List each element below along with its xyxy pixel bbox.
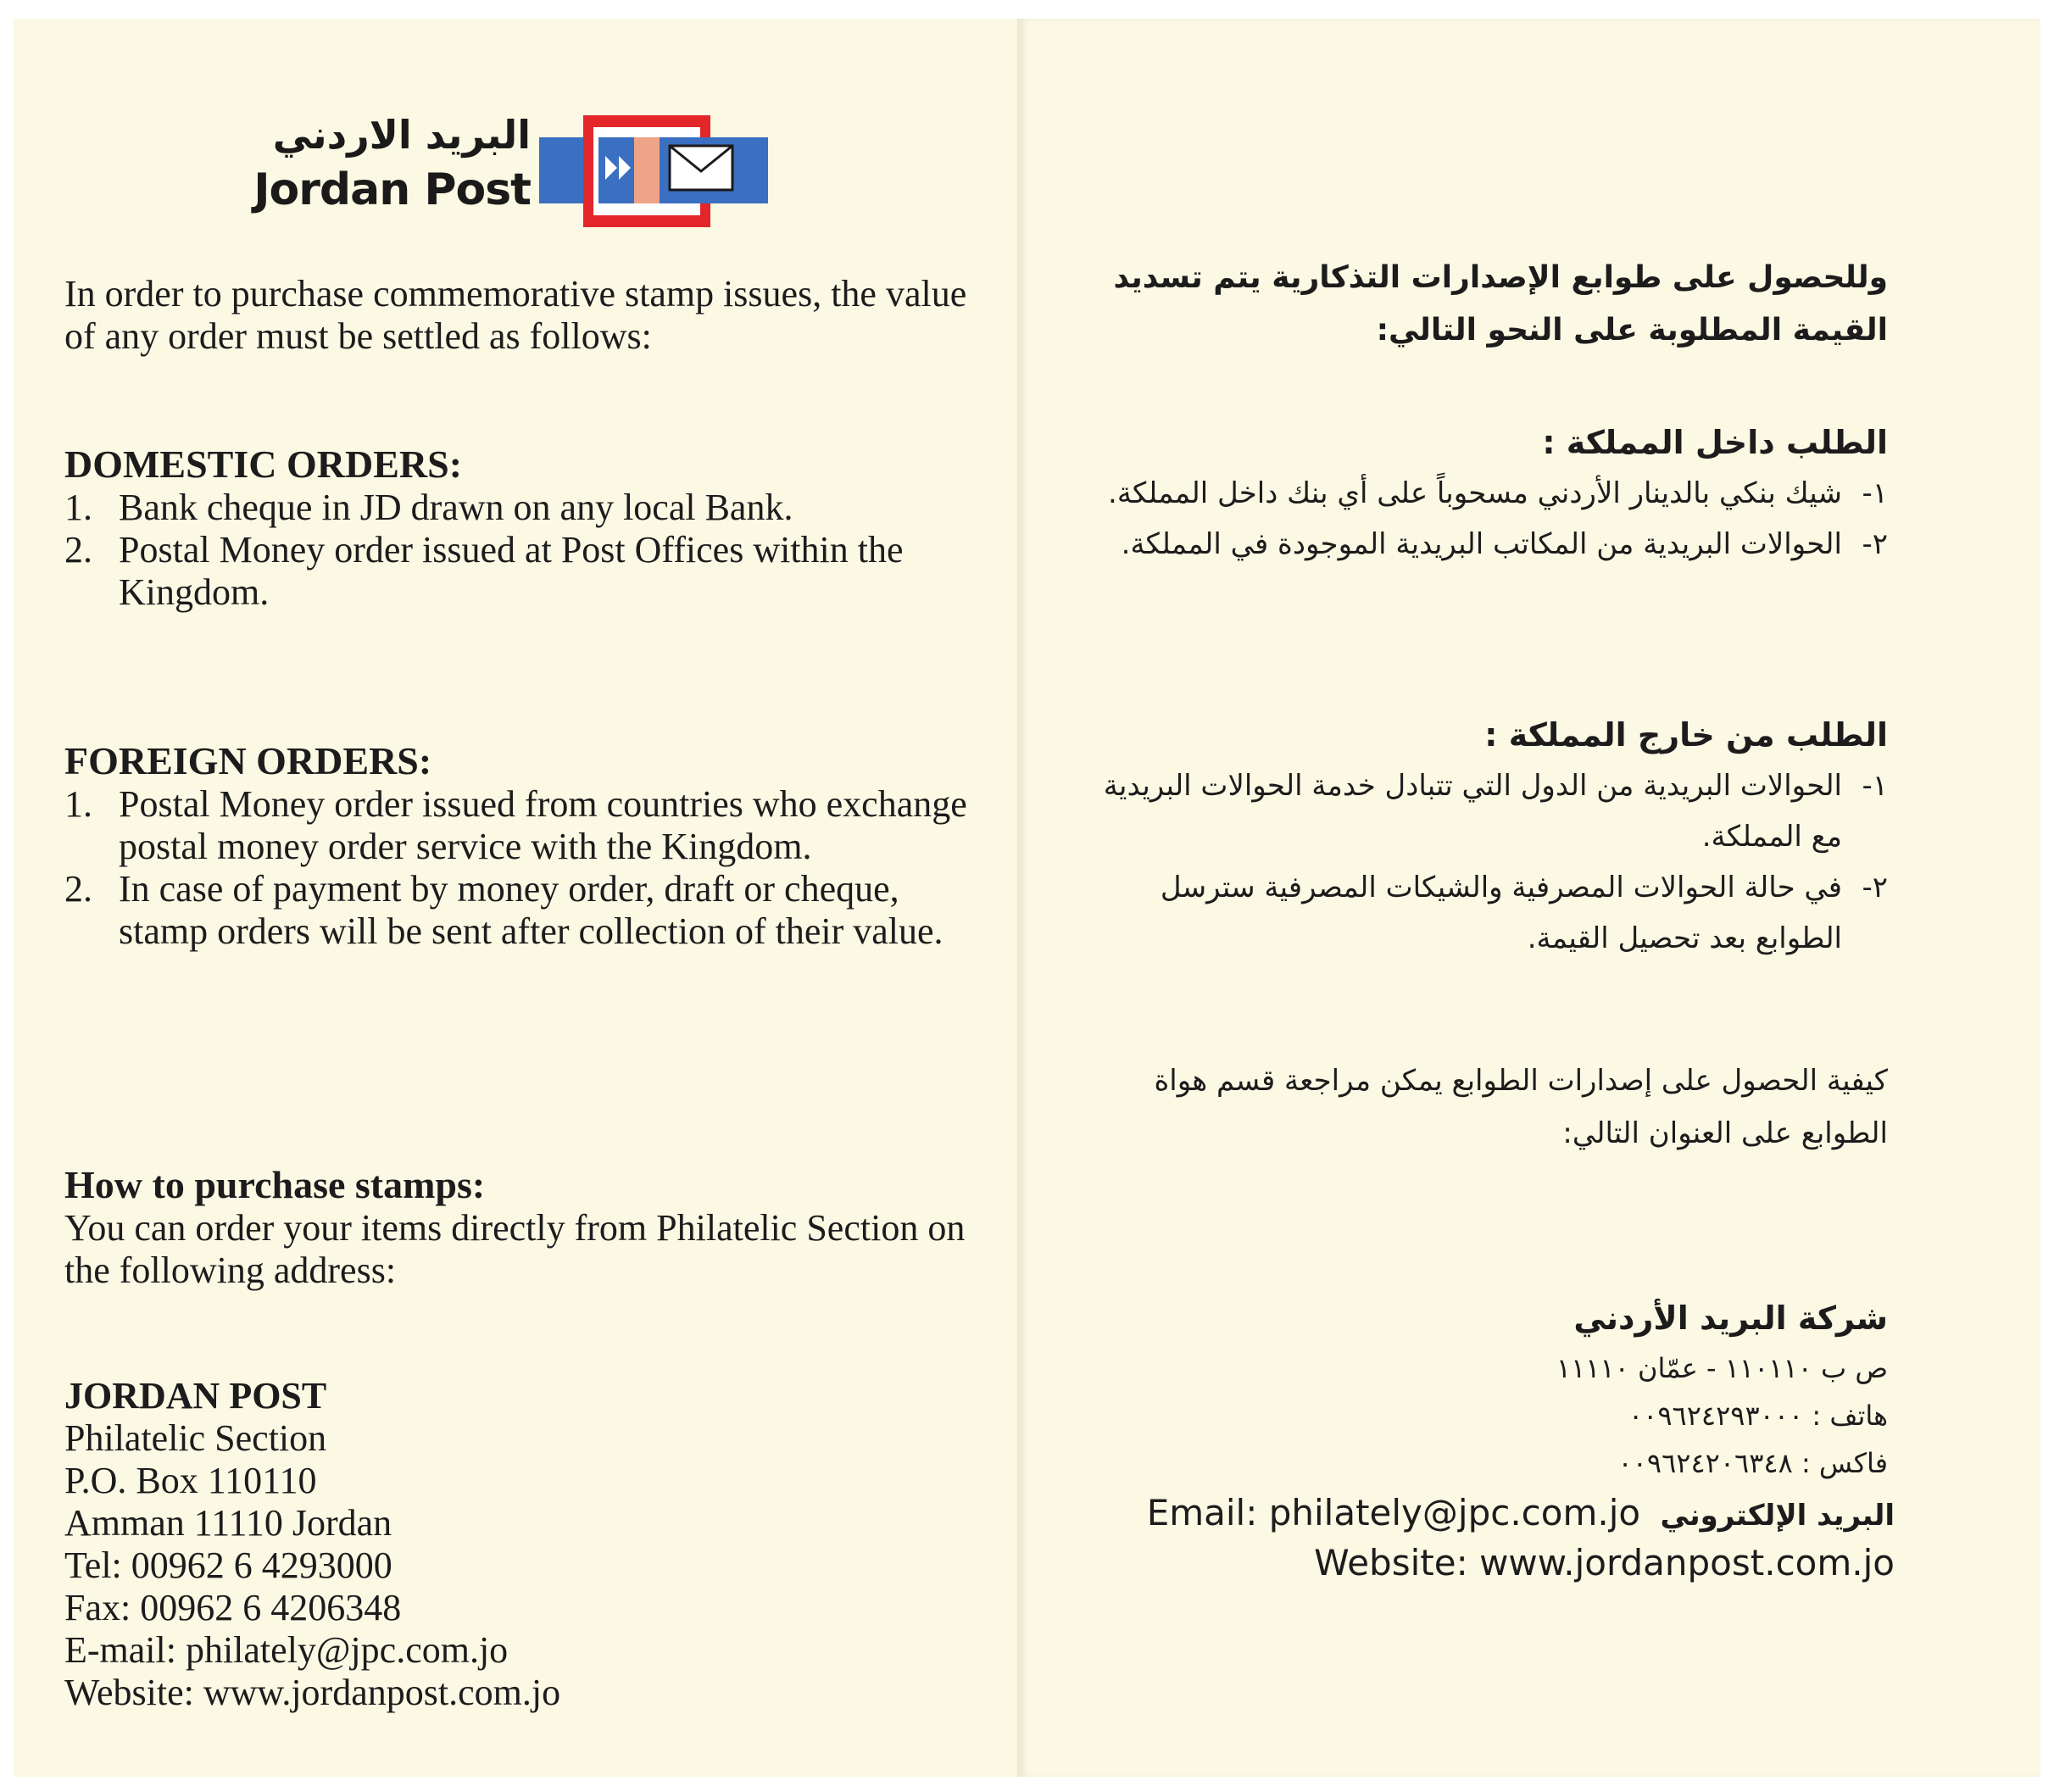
email-row bbox=[1047, 1489, 1895, 1539]
pobox-arabic: ص ب ١١٠١١٠ - عمّان ١١١١٠ bbox=[1556, 1352, 1888, 1384]
intro-arabic bbox=[1108, 252, 1888, 357]
list-item: 1. Bank cheque in JD drawn on any local Bank. bbox=[64, 487, 793, 528]
website-row bbox=[1047, 1539, 1895, 1587]
company-name: JORDAN POST bbox=[64, 1375, 327, 1416]
logo-arabic-name: البريد الاردني bbox=[272, 112, 531, 158]
domestic-heading-arabic: الطلب داخل المملكة : bbox=[1542, 424, 1888, 461]
list-item: 1. Postal Money order issued from countries who exchange postal money order service with the Kingdom. bbox=[64, 783, 967, 867]
howto-heading: How to purchase stamps: bbox=[64, 1163, 486, 1206]
address-line: Amman 11110 Jordan bbox=[64, 1502, 392, 1544]
list-item: ١- الحوالات البريدية من الدول التي تتبادل خدمة الحوالات البريدية مع المملكة. bbox=[1103, 769, 1888, 854]
address-line: P.O. Box 110110 bbox=[64, 1460, 317, 1501]
post-emblem-icon bbox=[539, 115, 768, 227]
email-line: E-mail: philately@jpc.com.jo bbox=[64, 1629, 509, 1671]
company-name-arabic: شركة البريد الأردني bbox=[1573, 1299, 1888, 1337]
jordan-post-logo bbox=[253, 103, 777, 231]
address-english bbox=[64, 1375, 980, 1714]
email-label-arabic: البريد الإلكتروني bbox=[1660, 1499, 1895, 1533]
domestic-orders-arabic bbox=[1099, 417, 1888, 570]
contact-web bbox=[1047, 1489, 1895, 1587]
domestic-heading: DOMESTIC ORDERS: bbox=[64, 442, 463, 486]
howto-text: You can order your items directly from Philatelic Section on the following address: bbox=[64, 1207, 966, 1291]
website-text: Website: www.jordanpost.com.jo bbox=[1314, 1542, 1895, 1583]
intro-text-arabic: وللحصول على طوابع الإصدارات التذكارية يتم تسديد القيمة المطلوبة على النحو التالي: bbox=[1113, 260, 1888, 348]
list-item: 2. In case of payment by money order, draft or cheque, stamp orders will be sent after collection of their value. bbox=[64, 868, 944, 952]
website-line: Website: www.jordanpost.com.jo bbox=[64, 1672, 561, 1713]
list-item: 2. Postal Money order issued at Post Offices within the Kingdom. bbox=[64, 529, 904, 613]
howto-text-arabic: كيفية الحصول على إصدارات الطوابع يمكن مراجعة قسم هواة الطوابع على العنوان التالي: bbox=[1154, 1064, 1888, 1150]
left-page bbox=[14, 19, 1020, 1777]
how-to-purchase-arabic bbox=[1099, 1055, 1888, 1160]
logo-english-name: Jordan Post bbox=[253, 164, 531, 215]
list-item: ٢- الحوالات البريدية من المكاتب البريدية الموجودة في المملكة. bbox=[1121, 527, 1888, 561]
intro-text: In order to purchase commemorative stamp issues, the value of any order must be settled as follows: bbox=[64, 273, 967, 357]
address-arabic bbox=[1125, 1292, 1888, 1487]
domestic-orders-english bbox=[64, 442, 980, 614]
fax-arabic: فاكس : ٠٠٩٦٢٤٢٠٦٣٤٨ bbox=[1617, 1447, 1888, 1479]
foreign-orders-english bbox=[64, 739, 997, 953]
list-item: ٢- في حالة الحوالات المصرفية والشيكات المصرفية سترسل الطوابع بعد تحصيل القيمة. bbox=[1160, 871, 1888, 955]
how-to-purchase-english bbox=[64, 1163, 980, 1292]
address-line: Philatelic Section bbox=[64, 1417, 327, 1459]
phone-arabic: هاتف : ٠٠٩٦٢٤٢٩٣٠٠٠ bbox=[1628, 1400, 1888, 1432]
email-text: Email: philately@jpc.com.jo bbox=[1146, 1492, 1641, 1533]
tel-line: Tel: 00962 6 4293000 bbox=[64, 1544, 392, 1586]
intro-english bbox=[64, 273, 980, 358]
fax-line: Fax: 00962 6 4206348 bbox=[64, 1587, 402, 1628]
foreign-orders-arabic bbox=[1099, 710, 1888, 964]
list-item: ١- شيك بنكي بالدينار الأردني مسحوباً على أي بنك داخل المملكة. bbox=[1108, 476, 1888, 510]
right-page bbox=[1021, 19, 2040, 1777]
foreign-heading: FOREIGN ORDERS: bbox=[64, 739, 432, 782]
foreign-heading-arabic: الطلب من خارج المملكة : bbox=[1484, 716, 1888, 754]
